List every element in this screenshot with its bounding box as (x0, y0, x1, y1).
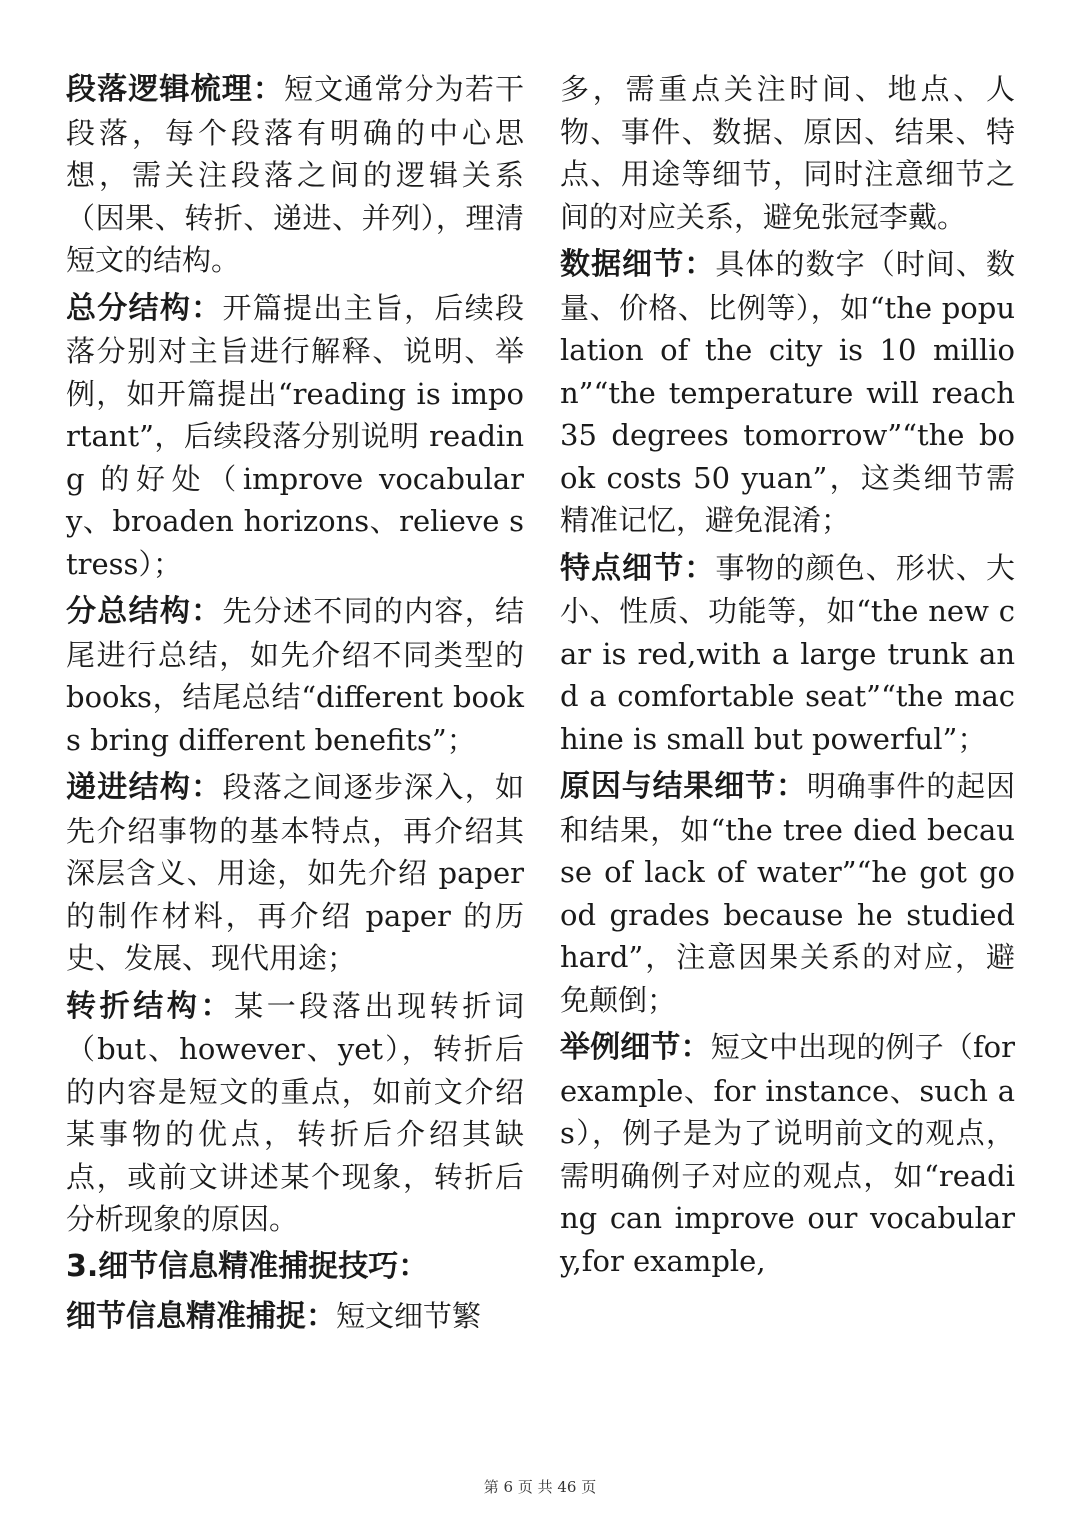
paragraph-text: 先分述不同的内容，结尾进行总结，如先介绍不同类型的 books，结尾总结“different books bring different benefits”； (66, 594, 524, 757)
paragraph-specific-general (66, 590, 524, 761)
paragraph-heading: 细节信息精准捕捉： (66, 1299, 336, 1334)
paragraph-text: 具体的数字（时间、数量、价格、比例等），如“the population of the city is 10 million”“the temperature will reach 35 degrees tomorrow”“the book costs 50 yuan”，这类细节需精准记忆，避免混淆； (560, 247, 1015, 537)
paragraph-general-specific (66, 287, 524, 586)
paragraph-heading: 递进结构： (66, 770, 223, 805)
paragraph-heading: 举例细节： (560, 1030, 711, 1065)
paragraph-text: 开篇提出主旨，后续段落分别对主旨进行解释、说明、举例，如开篇提出“reading is important”，后续段落分别说明 reading 的好处（improve vocabulary、broaden horizons、relieve stress）； (66, 290, 524, 581)
paragraph-progressive (66, 766, 524, 980)
paragraph-detail-continued (560, 68, 1015, 238)
paragraph-heading: 总分结构： (66, 290, 223, 326)
paragraph-heading: 转折结构： (66, 988, 235, 1024)
paragraph-detail-capture (66, 1295, 524, 1339)
paragraph-heading: 数据细节： (560, 247, 716, 282)
left-column (66, 68, 524, 1344)
paragraph-heading: 分总结构： (66, 594, 223, 629)
paragraph-text: 短文细节繁 (336, 1299, 482, 1333)
paragraph-cause-effect-detail (560, 765, 1015, 1021)
paragraph-text: 明确事件的起因和结果，如“the tree died because of lack of water”“he got good grades because he studied hard”，注意因果关系的对应，避免颠倒； (560, 769, 1015, 1017)
paragraph-data-detail (560, 243, 1015, 542)
paragraph-heading: 特点细节： (560, 550, 716, 586)
paragraph-text: 段落之间逐步深入，如先介绍事物的基本特点，再介绍其深层含义、用途，如先介绍 paper 的制作材料，再介绍 paper 的历史、发展、现代用途； (66, 770, 524, 975)
paragraph-example-detail (560, 1026, 1015, 1282)
paragraph-text: 短文通常分为若干段落，每个段落有明确的中心思想，需关注段落之间的逻辑关系（因果、转折、递进、并列），理清短文的结构。 (66, 72, 524, 277)
page-footer: 第 6 页 共 46 页 (483, 1478, 597, 1496)
paragraph-text: 某一段落出现转折词（but、however、yet），转折后的内容是短文的重点，如前文介绍某事物的优点，转折后介绍其缺点，或前文讲述某个现象，转折后分析现象的原因。 (66, 988, 524, 1236)
paragraph-transition (66, 985, 524, 1241)
right-column (560, 68, 1015, 1287)
paragraph-heading: 原因与结果细节： (560, 769, 807, 804)
paragraph-text: 多，需重点关注时间、地点、人物、事件、数据、原因、结果、特点、用途等细节，同时注意细节之间的对应关系，避免张冠李戴。 (560, 72, 1015, 234)
paragraph-text: 短文中出现的例子（for example、for instance、such as），例子是为了说明前文的观点，需明确例子对应的观点，如“reading can improve our vocabulary,for example, (560, 1030, 1016, 1278)
paragraph-logic-overview (66, 68, 524, 282)
paragraph-feature-detail (560, 547, 1015, 761)
paragraph-heading: 段落逻辑梳理： (66, 72, 284, 107)
paragraph-text: 事物的颜色、形状、大小、性质、功能等，如“the new car is red,with a large trunk and a comfortable seat”“the machine is small but powerful”； (560, 550, 1015, 756)
section-title: 3.细节信息精准捕捉技巧： (66, 1248, 429, 1284)
